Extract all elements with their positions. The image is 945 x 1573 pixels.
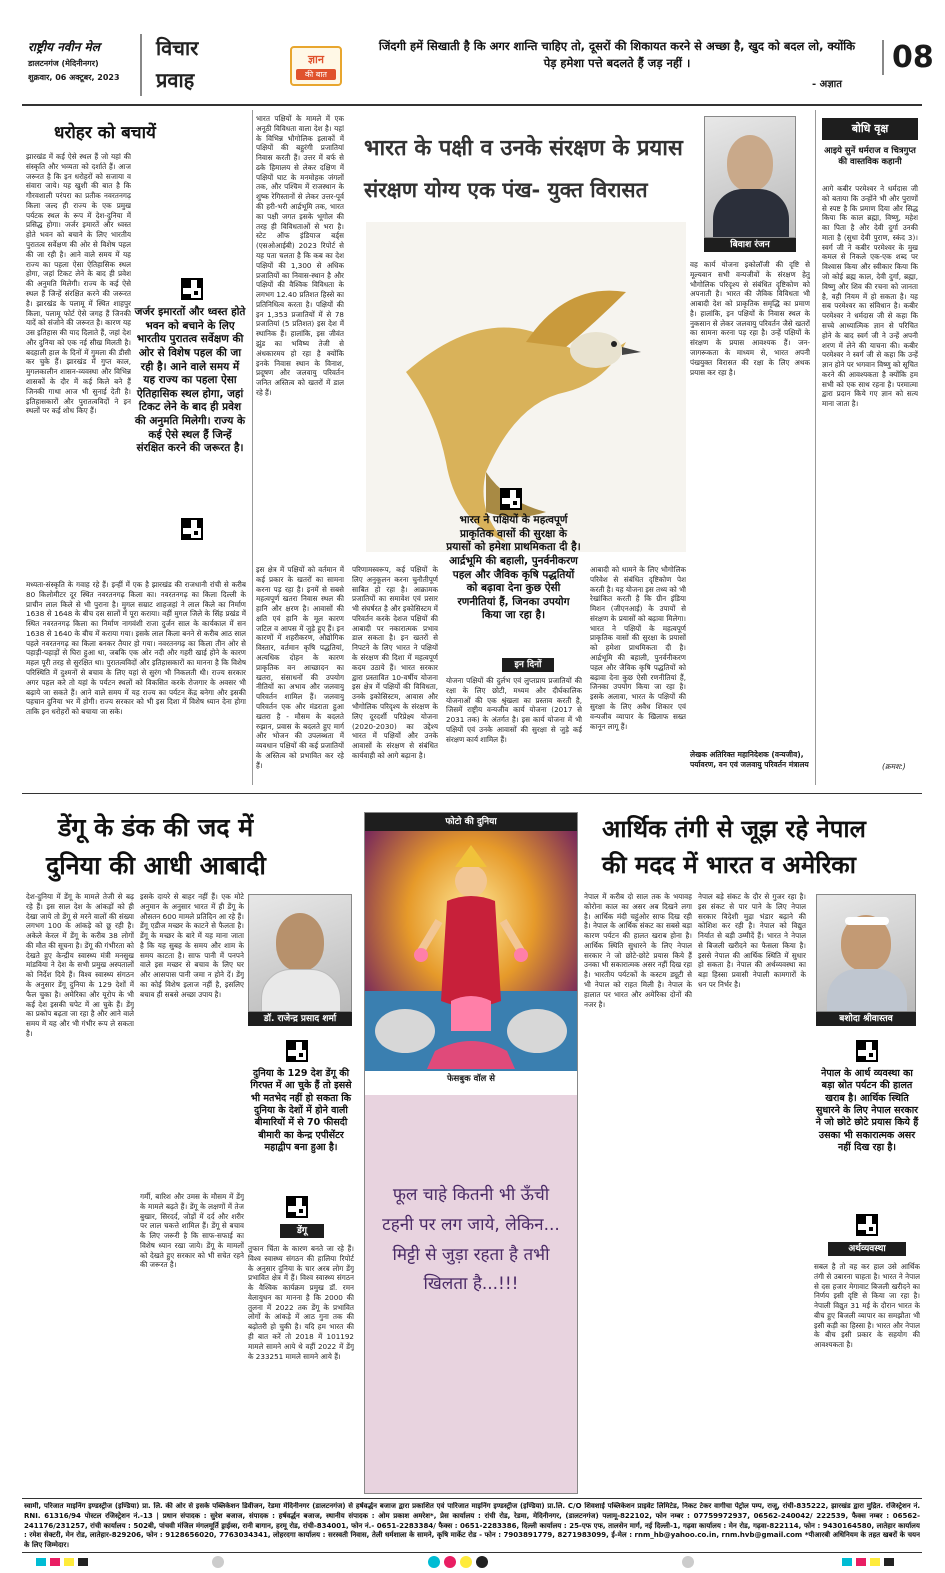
dengue-pullquote: दुनिया के 129 देश डेंगू की गिरफ्त में आ चुके हैं तो इससे भी मतभेद नहीं हो सकता कि दुनिया के देशों में होने वाली बीमारियों में से 70 फीसदी बीमारी का केन्द्र एपीसेंटर महाद्वीप बना हुआ है। <box>250 1068 352 1154</box>
gyan-badge <box>290 46 342 86</box>
section-title-top: विचार <box>156 36 199 60</box>
bird-illustration <box>366 222 686 552</box>
qr-icon <box>856 1040 878 1062</box>
color-registration-bar <box>22 1556 922 1568</box>
author-photo <box>704 116 796 238</box>
photo-box-title: फोटो की दुनिया <box>365 813 577 831</box>
bird-col-2: इस क्षेत्र में पक्षियों को वर्तमान में कई प्रकार के खतरों का सामना करना पड़ रहा है। इनमें से सबसे महत्वपूर्ण खतरा निवास स्थल की हानि और क्षरण है। आवासों की क्षति एवं हानि के मूल कारण जटिल व आपस में जुड़े हुए हैं। इन कारणों में शहरीकरण, औद्योगिक विस्तार, वर्तमान कृषि पद्धतियां, अत्यधिक दोहन के कारण प्राकृतिक वन आच्छादन का खतरा, संसाधनों की उपयोग नीतियों का अभाव और जलवायु परिवर्तन शामिल हैं। जलवायु परिवर्तन एक और मंडराता हुआ खतरा है - मौसम के बदलते रुझान, प्रवास के बदलते हुए मार्ग और भोजन की उपलब्धता में व्यवधान पक्षियों की कई प्रजातियों के अस्तित्व को प्रभावित कर रहे हैं। <box>256 565 344 770</box>
quote-author: - अज्ञात <box>812 79 842 90</box>
dengue-title-2: दुनिया की आधी आबादी <box>46 851 266 880</box>
section-box <box>140 34 256 96</box>
dengue-title-1: डेंगू के डंक की जद में <box>58 813 254 842</box>
bodh-column <box>820 110 920 790</box>
left-article-title: धरोहर को बचायें <box>54 123 156 143</box>
nepal-col-3: सबल है तो वह कर हाल उसे आर्थिक तंगी से उबारना चाहता है। भारत ने नेपाल से दस हजार मेगावाट बिजली खरीदने का निर्णय इसी दृष्टि से किया जा रहा है। नेपाली विद्युत 31 मई के दौरान भारत के बीच हुए बिजली व्यापार का समझौता भी इसी कड़ी का हिस्सा है। भारत और नेपाल के बीच इसी प्रकार के सहयोग की आवश्यकता है। <box>814 1262 920 1350</box>
bodh-footer: (क्रमश:) <box>882 762 906 771</box>
left-article <box>26 110 246 790</box>
qr-icon <box>856 1214 878 1236</box>
author-col-text: वह कार्य योजना इकोलॉजी की दृष्टि से मूल्यवान सभी वन्यजीवों के संरक्षण हेतु भौगोलिक परिदृश्य से संबंधित दृष्टिकोण को अपनाती है। भारत की जैविक विविधता भी आबादी देश को प्राकृतिक समृद्धि का प्रमाण है। हालांकि, इन पक्षियों के निवास स्थल के नुकसान से लेकर जलवायु परिवर्तन जैसे खतरों का सामना करना पड़ रहा है। उन्हें पक्षियों के संरक्षण के प्रयास आवश्यक हैं। जन-जागरूकता के माध्यम से, भारत अपनी पंखयुक्त विरासत की रक्षा के लिए अथक प्रयास कर रहा है। <box>690 260 810 377</box>
bird-section-label: इन दिनों <box>502 658 554 672</box>
bird-col-4: योजना पक्षियों की दुर्लभ एवं लुप्तप्राय प्रजातियों की रक्षा के लिए छोटी, मध्यम और दीर्घकालिक योजनाओं की एक श्रृंखला का प्रस्ताव करती है, जिसमें राष्ट्रीय वन्यजीव कार्य योजना (2017 से 2031 तक) के अंतर्गत है। इस कार्य योजना में भी पक्षियों एवं उनके आवासों की सुरक्षा से जुड़े कई संरक्षण कार्य शामिल हैं। <box>446 676 582 744</box>
author-name: बिवाश रंजन <box>704 238 796 252</box>
nepal-title-1: आर्थिक तंगी से जूझ रहे नेपाल <box>602 815 866 843</box>
city-line: डालटनगंज (मेदिनीनगर) <box>28 59 99 68</box>
nepal-col-2: नेपाल बड़े संकट के दौर से गुजर रहा है। इस संकट से पार पाने के लिए नेपाल सरकार विदेशी मुद्रा भंडार बढ़ाने की कोशिश कर रही है। नेपाल को विद्युत निर्यात से बड़ी उम्मीदें हैं। भारत ने नेपाल से बिजली खरीदने का फैसला किया है। इससे नेपाल की आर्थिक स्थिति में सुधार हो सकता है। नेपाल की अर्थव्यवस्था का बड़ा हिस्सा प्रवासी नेपाली कामगारों के धन पर निर्भर है। <box>698 892 806 990</box>
imprint-text: स्वामी, परिजात माइनिंग इण्डस्ट्रीज (इण्डिया) प्रा. लि. की ओर से इसके पब्लिकेशन डिवीजन, रेडमा मेदिनीनगर (डालटनगंज) से हर्षवर्द्धन बजाज द्वारा प्रकाशित एवं पारिजात माइनिंग इण्डस्ट्रीज (इण्डिया) प्रा.लि. C/O शिवशाई पब्लिकेशन प्राइवेट लिमिटेड, निकट टेकर वागीचा पेट्रोल पम्प, राजू, रांची-835222, झारखंड द्वारा मुद्रित. रजिस्ट्रेशन नं. RNI. 61316/94 पोस्टल रजिस्ट्रेशन नं.-13 | प्रधान संपादक : सुरेश बजाज, संपादक : हर्षवर्द्धन बजाज, स्थानीय संपादक : ओम प्रकाश अमरेश*, प्रेस कार्यालय : रांची रोड, रेडमा, मेदिनीनगर, (डालटनगंज) पलामू-822102, फोन नम्बर : 07759972937, 06562-240042/ 222539, फैक्स नम्बर : 06562-241176/231257, रांची कार्यालय : 502बी, पांचवी मंजिल मंगलमूर्ति ड्राईव्स, रानी बागान, हरमू रोड, रांची-834001, फोन नं.- 0651-2283384/ फैक्स : 0651-2283386, दिल्ली कार्यालय : 25-एफ एफ, तालसेन मार्ग, नई दिल्ली-1, गढ़वा कार्यालय : मेन रोड, गढ़वा-822114, फोन : 9430164580, लातेहार कार्यालय : रमेश सेक्टरी, मेन रोड, लातेहार-829206, फोन : 9128656020, 7763034341, लोहरदगा कार्यालय : सरस्वती निवास, तेली धर्मशाला के सामने, कृषि मार्केट रोड - फोन : 7903891779, 8271983099, ई-मेल : rnm_hb@yahoo.co.in, rnm.hvb@gmail.com *पीआरबी अधिनियम के तहत खबरों के चयन के लिए जिम्मेदार। <box>24 1502 920 1550</box>
bodh-subtitle: आइये सुनें धर्मराज व चित्रगुप्त की वास्तविक कहानी <box>824 146 916 168</box>
page-number: 08 <box>882 40 924 75</box>
qr-icon <box>181 518 203 540</box>
masthead <box>22 30 934 102</box>
bird-col-3: परिणामस्वरूप, कई पक्षियों के लिए अनुकूलन करना चुनौतीपूर्ण साबित हो रहा है। आक्रामक प्रजातियों का समावेश एवं प्रसार भी संघर्षरत है और इकोसिस्टम में परिवर्तन करके देशज पक्षियों की आबादी पर नकारात्मक प्रभाव डाल सकता है। इन खतरों से निपटने के लिए भारत ने पक्षियों के संरक्षण की दिशा में महत्वपूर्ण कदम उठाये हैं। भारत सरकार द्वारा प्रस्तावित 10-वर्षीय योजना इस क्षेत्र में पक्षियों की विविधता, उनके इकोसिस्टम, आवास और भौगोलिक परिदृश्य के संरक्षण के लिए दूरदर्शी परिप्रेक्ष्य योजना (2020-2030) का उद्देश्य भारत में पक्षियों और उनके आवासों के संरक्षण से संबंधित कार्यवाही को आगे बढ़ाना है। <box>352 565 438 760</box>
bodh-body: आगे कबीर परमेश्वर ने धर्मदास जी को बताया कि उन्होंने भी और पुराणों से स्पष्ट है कि प्रमाण दिया और सिद्ध किया कि काल ब्रह्मा, विष्णु, महेश का पिता है और देवी दुर्गा उनकी माता है (सुधा देवी पुराण, स्कंद 3)। स्वर्ग जी ने कबीर परमेश्वर के मुख कमल से निकले एक-एक शब्द पर विश्वास किया और स्वीकार किया कि जो कोई ब्रह्म काल, देवी दुर्गा, ब्रह्मा, विष्णु और शिव की रचना को जानता है, वही नियम में हो सकता है। यह सब परमेश्वर का संविधान है। कबीर परमेश्वर ने धर्मदास जी से कहा कि सच्चे आध्यात्मिक ज्ञान से परिचित होने के बाद स्वर्ग जी ने उन्हें अपनी शरण में लेने की याचना की। कबीर परमेश्वर ने स्वर्ग जी से कहा कि उन्हें ज्ञान होने पर भगवान विष्णु को सूचित करने की आवश्यकता है क्योंकि हम सभी को एक साथ रहना है। परमात्मा द्वारा प्रदान किये गए ज्ञान को सत्य माना जाता है। <box>822 184 918 409</box>
nepal-col-1: नेपाल में करीब दो साल तक के भयावह कोरोना काल का असर अब दिखने लगा है। आर्थिक मंदी चहुंओर साफ दिख रही है। नेपाल के आर्थिक संकट का सबसे बड़ा कारण पर्यटन की हालत खराब होना है। आर्थिक स्थिति सुधारने के लिए नेपाल सरकार ने जो छोटे-छोटे प्रयास किये हैं उनका भी सकारात्मक असर नहीं दिख रहा है। भारतीय पर्यटकों के कस्टम ड्यूटी से भी नेपाल को राहत मिली है। नेपाल के हालात पर भारत और अमेरिका दोनों की नजर है। <box>584 892 692 1009</box>
dengue-col-3: गर्मी, बारिश और उमस के मौसम में डेंगू के मामले बढ़ते हैं। डेंगू के लक्षणों में तेज बुखार, सिरदर्द, जोड़ों में दर्द और शरीर पर लाल चकत्ते शामिल हैं। डेंगू से बचाव के लिए जरूरी है कि साफ-सफाई का विशेष ध्यान रखा जाये। डेंगू के मामलों को देखते हुए सरकार को भी सचेत रहने की जरूरत है। <box>140 1192 244 1270</box>
photo-quote-box <box>365 1095 577 1493</box>
goddess-painting <box>365 831 577 1071</box>
bird-title-1: भारत के पक्षी व उनके संरक्षण के प्रयास <box>364 136 683 161</box>
photo-box <box>364 812 578 1494</box>
author-byline: लेखक अतिरिक्त महानिदेशक (वन्यजीव), पर्यावरण, वन एवं जलवायु परिवर्तन मंत्रालय <box>690 750 809 770</box>
section-title-bottom: प्रवाह <box>156 68 195 92</box>
qr-icon <box>286 1040 308 1062</box>
dengue-section-label: डेंगू <box>280 1224 324 1238</box>
dengue-col-1: देश-दुनिया में डेंगू के मामले तेजी से बढ़ रहे हैं। इस साल देश के आंकड़ों को ही देखा जाये तो डेंगू से मरने वालों की संख्या लगभग 100 के आंकड़े को छू रही है। अकेले केरल में डेंगू के करीब 38 लोगों की मौत की सूचना है। डेंगू की गंभीरता को देखते हुए केन्द्रीय स्वास्थ्य मंत्री मनसुख मांडविया ने देश के सभी प्रमुख अस्पतालों को निर्देश दिये हैं। विश्व स्वास्थ्य संगठन के अनुसार डेंगू दुनिया के 129 देशों में फैल चुका है। अमेरिका और यूरोप के भी कई देश इसकी चपेट में आ चुके हैं। डेंगू का प्रकोप बढ़ता जा रहा है और आने वाले समय में यह और भी गंभीर रूप ले सकता है। <box>26 892 134 1038</box>
qr-icon <box>181 278 203 300</box>
bird-col-5: आबादी को थामने के लिए भौगोलिक परिवेश से संबंधित दृष्टिकोण पेश करती है। यह योजना इस तथ्य को भी रेखांकित करती है कि ग्रीन इंडिया मिशन (जीएनआई) के उपायों से संरक्षण के प्रयासों को बढ़ावा मिलेगा। भारत ने पक्षियों के महत्वपूर्ण प्राकृतिक वासों की सुरक्षा के प्रयासों को हमेशा प्राथमिकता दी है। आर्द्रभूमि की बहाली, पुनर्वनीकरण पहल और जैविक कृषि पद्धतियों को बढ़ावा देना कुछ ऐसी रणनीतियां हैं, जिनका उपयोग किया जा रहा है। इसके अलावा, भारत के पक्षियों की सुरक्षा के लिए अवैध शिकार एवं वन्यजीव व्यापार के खिलाफ सख्त कानून लागू हैं। <box>590 565 686 731</box>
left-article-pullquote: जर्जर इमारतों और ध्वस्त होते भवन को बचाने के लिए भारतीय पुरातत्व सर्वेक्षण की ओर से विशेष पहल की जा रही है। आने वाले समय में यह राज्य का पहला ऐसा ऐतिहासिक स्थल होगा, जहां टिकट लेने के बाद ही प्रवेश की अनुमति मिलेगी। राज्य के कई ऐसे स्थल हैं जिन्हें संरक्षित करने की जरूरत है। <box>134 306 246 455</box>
nepal-section-label: अर्थव्यवस्था <box>828 1242 906 1256</box>
masthead-quote: जिंदगी हमें सिखाती है कि अगर शान्ति चाहिए तो, दूसरों की शिकायत करने से अच्छा है, खुद को बदल लो, क्योंकि पेड़ हमेशा पत्ते बदलते हैं जड़ नहीं । <box>378 39 856 71</box>
gyan-badge-bottom: की बात <box>296 69 336 80</box>
photo-quote-text: फूल चाहे कितनी भी ऊँची टहनी पर लग जाये, लेकिन... मिट्टी से जुड़ा रहता है तभी खिलता है...!!! <box>382 1185 560 1295</box>
left-article-body-1: झारखंड में कई ऐसे स्थल हैं जो यहां की संस्कृति और भव्यता को दर्शाते हैं। आज जरूरत है कि इन धरोहरों को सजाया व संवारा जाये। यह खुशी की बात है कि गौरवशाली परंपरा का प्रतीक नवरतनगढ़ किला जल्द ही राज्य के एक प्रमुख पर्यटक स्थल के रूप में देश-दुनिया में प्रसिद्ध होगा। जर्जर इमारतें और ध्वस्त होते भवन को बचाने के लिए भारतीय पुरातत्व सर्वेक्षण की ओर से विशेष पहल की जा रही है। आने वाले समय में यह राज्य का पहला ऐसा ऐतिहासिक स्थल होगा, जहां टिकट लेने के बाद ही प्रवेश की अनुमति मिलेगी। राज्य के कई ऐसे स्थल हैं जिन्हें संरक्षित करने की जरूरत है। झारखंड के पलामू में स्थित शाहपुर किला, पलामू फोर्ट ऐसे जगह हैं जिनकी यादें को संजोने की जरूरत है। कारण यह उस इतिहास की याद दिलाते हैं, जहां देश और दुनिया को एक नई सीख मिलती है। बदहाली हाल के दिनों में गुमला की डीसी कर चुके हैं। झारखंड में गुप्त काल, मुगलकालीन शासन-व्यवस्था और विभिन्न शासकों के दौर में कई किले बने हैं जिनकी गाथा आज भी सुनाई देती है। इतिहासकारों और पुरातत्वविदों ने इन स्थलों पर कई शोध किए हैं। <box>26 152 131 416</box>
bodh-heading: बोधि वृक्ष <box>822 118 918 140</box>
bird-author-column <box>690 110 810 790</box>
left-article-body-2: मध्यता-संस्कृति के गवाह रहे हैं। इन्हीं में एक है झारखंड की राजधानी रांची से करीब 80 किलोमीटर दूर स्थित नवरतनगढ़ किला का। नवरतनगढ़ का किला दिल्ली के प्राचीन लाल किले से भी पुराना है। मुगल सम्राट शाहजहां ने लाल किले का निर्माण 1638 से 1648 के बीच दस सालों में पूरा कराया। वहीं मुगल जिले के सिंह प्रखंड में स्थित नवरतनगढ़ किला का निर्माण नागवंशी राजा दुर्जन साल के कार्यकाल में सन 1638 से 1640 के बीच में कराया गया। इसके लाल किला बनने से करीब आठ साल पहले नवरतनगढ़ का किला बनकर तैयार हो गया। नवरतनगढ़ का किला तीन ओर से पहाड़ी-पहाड़ों से घिरा हुआ था, जबकि एक ओर नदी और गहरी खाई होने के कारण महल पूरी तरह से सुरक्षित था। पुरातत्वविदों और इतिहासकारों का मानना है कि विशेष परिस्थिति में दुश्मनों से बचाव के लिए यहां से सुरंग भी निकलती थी। राज्य सरकार अगर पहल करे तो यहां के पर्यटन स्थलों को विकसित करके रोजगार के अवसर भी बढ़ाये जा सकते हैं। आने वाले समय में यह राज्य का पर्यटन केंद्र बनेगा और इसकी पहचान दुनिया भर में होगी। राज्य सरकार को भी इस दिशा में विशेष ध्यान देना होगा ताकि इन धरोहरों को बचाया जा सके। <box>26 580 246 717</box>
dengue-col-4: तुफान चिंता के कारण बनते जा रहे हैं। विश्व स्वास्थ्य संगठन की हालिया रिपोर्ट के अनुसार दुनिया के चार अरब लोग डेंगू प्रभावित क्षेत्र में हैं। विश्व स्वास्थ्य संगठन के वैश्विक कार्यक्रम प्रमुख डॉ. रमन वेलायुधन का मानना है कि 2000 की तुलना में 2022 तक डेंगू के प्रभावित लोगों के आंकड़े में आठ गुना तक की बढ़ोतरी हो चुकी है। यदि हम भारत की ही बात करें तो 2018 में 101192 मामले सामने आये थे वहीं 2022 में डेंगू के 233251 मामले सामने आये हैं। <box>248 1244 354 1361</box>
qr-icon <box>286 1196 308 1218</box>
dengue-author-photo <box>248 894 352 1012</box>
nepal-pullquote: नेपाल के आर्थ व्यवस्था का बड़ा स्रोत पर्यटन की हालत खराब है। आर्थिक स्थिति सुधारने के लिए नेपाल सरकार ने जो छोटे छोटे प्रयास किये हैं उसका भी सकारात्मक असर नहीं दिख रहा है। <box>815 1068 919 1154</box>
date-line: शुक्रवार, 06 अक्टूबर, 2023 <box>28 73 120 82</box>
paper-name: राष्ट्रीय नवीन मेल <box>28 40 100 54</box>
bird-pullquote: भारत ने पक्षियों के महत्वपूर्ण प्राकृतिक वासों की सुरक्षा के प्रयासों को हमेशा प्राथमिकता दी है। आर्द्रभूमि की बहाली, पुनर्वनीकरण पहल और जैविक कृषि पद्धतियों को बढ़ावा देना कुछ ऐसी रणनीतियां हैं, जिनका उपयोग किया जा रहा है। <box>446 514 581 622</box>
qr-icon <box>500 488 522 510</box>
nepal-author-photo <box>816 894 916 1012</box>
nepal-author-name: बशोदा श्रीवास्तव <box>816 1012 916 1026</box>
dengue-article <box>22 800 358 1500</box>
nepal-article <box>584 800 922 1500</box>
bird-col-1: भारत पक्षियों के मामले में एक अनूठी विविधता वाला देश है। यहां के विभिन्न भौगोलिक इलाकों में पक्षियों की बहुरंगी प्रजातियां निवास करती हैं। उत्तर में बर्फ से ढके हिमालय से लेकर दक्षिण में पक्षियों घाट के मनमोहक जंगलों तक, और पश्चिम में राजस्थान के शुष्क रेगिस्तानों से लेकर उत्तर-पूर्व की हरी-भरी आर्द्रभूमि तक, भारत का पक्षी जगत इसके भूगोल की तरह ही विविधताओं से भरा है। स्टेट ऑफ इंडियाज बर्ड्स (एसओआईबी) 2023 रिपोर्ट से यह पता चलता है कि कब का देश पक्षियों की 1,300 से अधिक प्रजातियों का निवास-स्थान है और पक्षियों की वैश्विक विविधता के लगभग 12.40 प्रतिशत हिस्से का प्रतिनिधित्व करता है। पक्षियों की इन 1,353 प्रजातियों में से 78 प्रजातियां (5 प्रतिशत) इस देश में स्थानिक हैं। हालांकि, इस जीवंत झुंड का भविष्य तेजी से अंधकारमय हो रहा है क्योंकि इनके निवास स्थान के विनाश, प्रदूषण और जलवायु परिवर्तन जनित अस्तित्व को खतरों में डाल रहे हैं। <box>256 114 344 397</box>
nepal-title-2: की मदद में भारत व अमेरिका <box>602 851 856 879</box>
dengue-author-name: डॉ. राजेन्द्र प्रसाद शर्मा <box>248 1012 352 1026</box>
bird-article <box>256 110 686 790</box>
bird-title-2: संरक्षण योग्य एक पंख- युक्त विरासत <box>364 178 648 202</box>
gyan-badge-top: ज्ञान <box>307 53 324 66</box>
dengue-col-2-text: इसके दायरे से बाहर नहीं हैं। एक मोटे अनुमान के अनुसार भारत में ही डेंगू के औसतन 600 मामले प्रतिदिन आ रहे हैं। डेंगू एडीज मच्छर के काटने से फैलता है। डेंगू के मच्छर के बारे में यह माना जाता है कि यह सुबह के समय और शाम के समय काटता है। साफ पानी में पनपने वाले इस मच्छर से बचाव के लिए घर और आसपास पानी जमा न होने दें। डेंगू का कोई विशेष इलाज नहीं है, इसलिए बचाव ही सबसे अच्छा उपाय है। <box>140 892 244 999</box>
photo-credit: फेसबुक वॉल से <box>446 1074 496 1084</box>
